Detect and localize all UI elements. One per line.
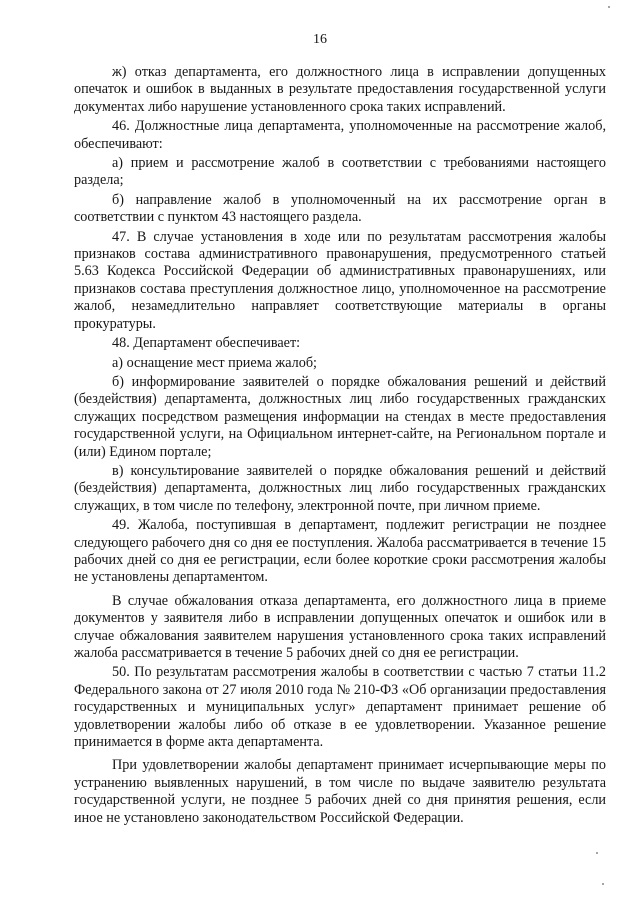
paragraph-46: 46. Должностные лица департамента, уполномоченные на рассмотрение жалоб, обеспечивают: bbox=[74, 118, 606, 152]
paragraph-48: 48. Департамент обеспечивает: bbox=[112, 335, 301, 352]
page-number: 16 bbox=[313, 32, 327, 47]
paragraph-47: 47. В случае установления в ходе или по результатам рассмотрения жалобы признаков состава административного правонарушения, предусмотренного статьей 5.63 Кодекса Российской Федерации об административных правонарушениях, или признаков состава преступления должностное лицо, уполномоченное на рассмотрение жалоб, незамедлительно направляет соответствующие материалы в органы прокуратуры. bbox=[74, 228, 606, 332]
paragraph-48-b: б) информирование заявителей о порядке обжалования решений и действий (бездействия) департамента, должностных лиц либо государственных гражданских служащих посредством размещения информации на стендах в месте предоставления государственной услуги, на Официальном интернет-сайте, на Региональном портале и (или) Едином портале; bbox=[74, 373, 606, 460]
paragraph-50-satisfaction: При удовлетворении жалобы департамент принимает исчерпывающие меры по устранению выявленных нарушений, в том числе по выдаче заявителю результата государственной услуги, не позднее 5 рабочих дней со дня принятия решения, если иное не установлено законодательством Российской Федерации. bbox=[74, 757, 606, 826]
paragraph-46-b: б) направление жалоб в уполномоченный на их рассмотрение орган в соответствии с пунктом 43 настоящего раздела. bbox=[74, 191, 606, 226]
paragraph-49: 49. Жалоба, поступившая в департамент, подлежит регистрации не позднее следующего рабочего дня со дня ее поступления. Жалоба рассматривается в течение 15 рабочих дней со дня ее регистрации, если более короткие сроки рассмотрения жалобы не установлены департаментом. bbox=[74, 517, 606, 586]
paragraph-48-a: а) оснащение мест приема жалоб; bbox=[112, 354, 317, 371]
document-body bbox=[74, 64, 606, 829]
scan-speck-top bbox=[608, 6, 610, 8]
paragraph-46-a: а) прием и рассмотрение жалоб в соответствии с требованиями настоящего раздела; bbox=[74, 155, 606, 189]
scan-speck-bottom bbox=[602, 883, 604, 885]
paragraph-48-v: в) консультирование заявителей о порядке обжалования решений и действий (бездействия) департамента, должностных лиц либо государственных гражданских служащих, в том числе по телефону, электронной почте, при личном приеме. bbox=[74, 462, 606, 514]
paragraph-49-appeal: В случае обжалования отказа департамента, его должностного лица в приеме документов у заявителя либо в исправлении допущенных опечаток и ошибок или в случае обжалования заявителем нарушения установленного срока таких исправлений жалоба рассматривается в течение 5 рабочих дней со дня ее регистрации. bbox=[74, 592, 606, 661]
scan-speck-right bbox=[596, 852, 598, 854]
paragraph-zh: ж) отказ департамента, его должностного лица в исправлении допущенных опечаток и ошибок в выданных в результате предоставления государственной услуги документах либо нарушение установленного срока таких исправлений. bbox=[74, 64, 606, 115]
paragraph-50: 50. По результатам рассмотрения жалобы в соответствии с частью 7 статьи 11.2 Федерального закона от 27 июля 2010 года № 210-ФЗ «Об организации предоставления государственных и муниципальных услуг» департамент принимает решение об удовлетворении жалобы либо об отказе в ее удовлетворении. Указанное решение принимается в форме акта департамента. bbox=[74, 664, 606, 751]
